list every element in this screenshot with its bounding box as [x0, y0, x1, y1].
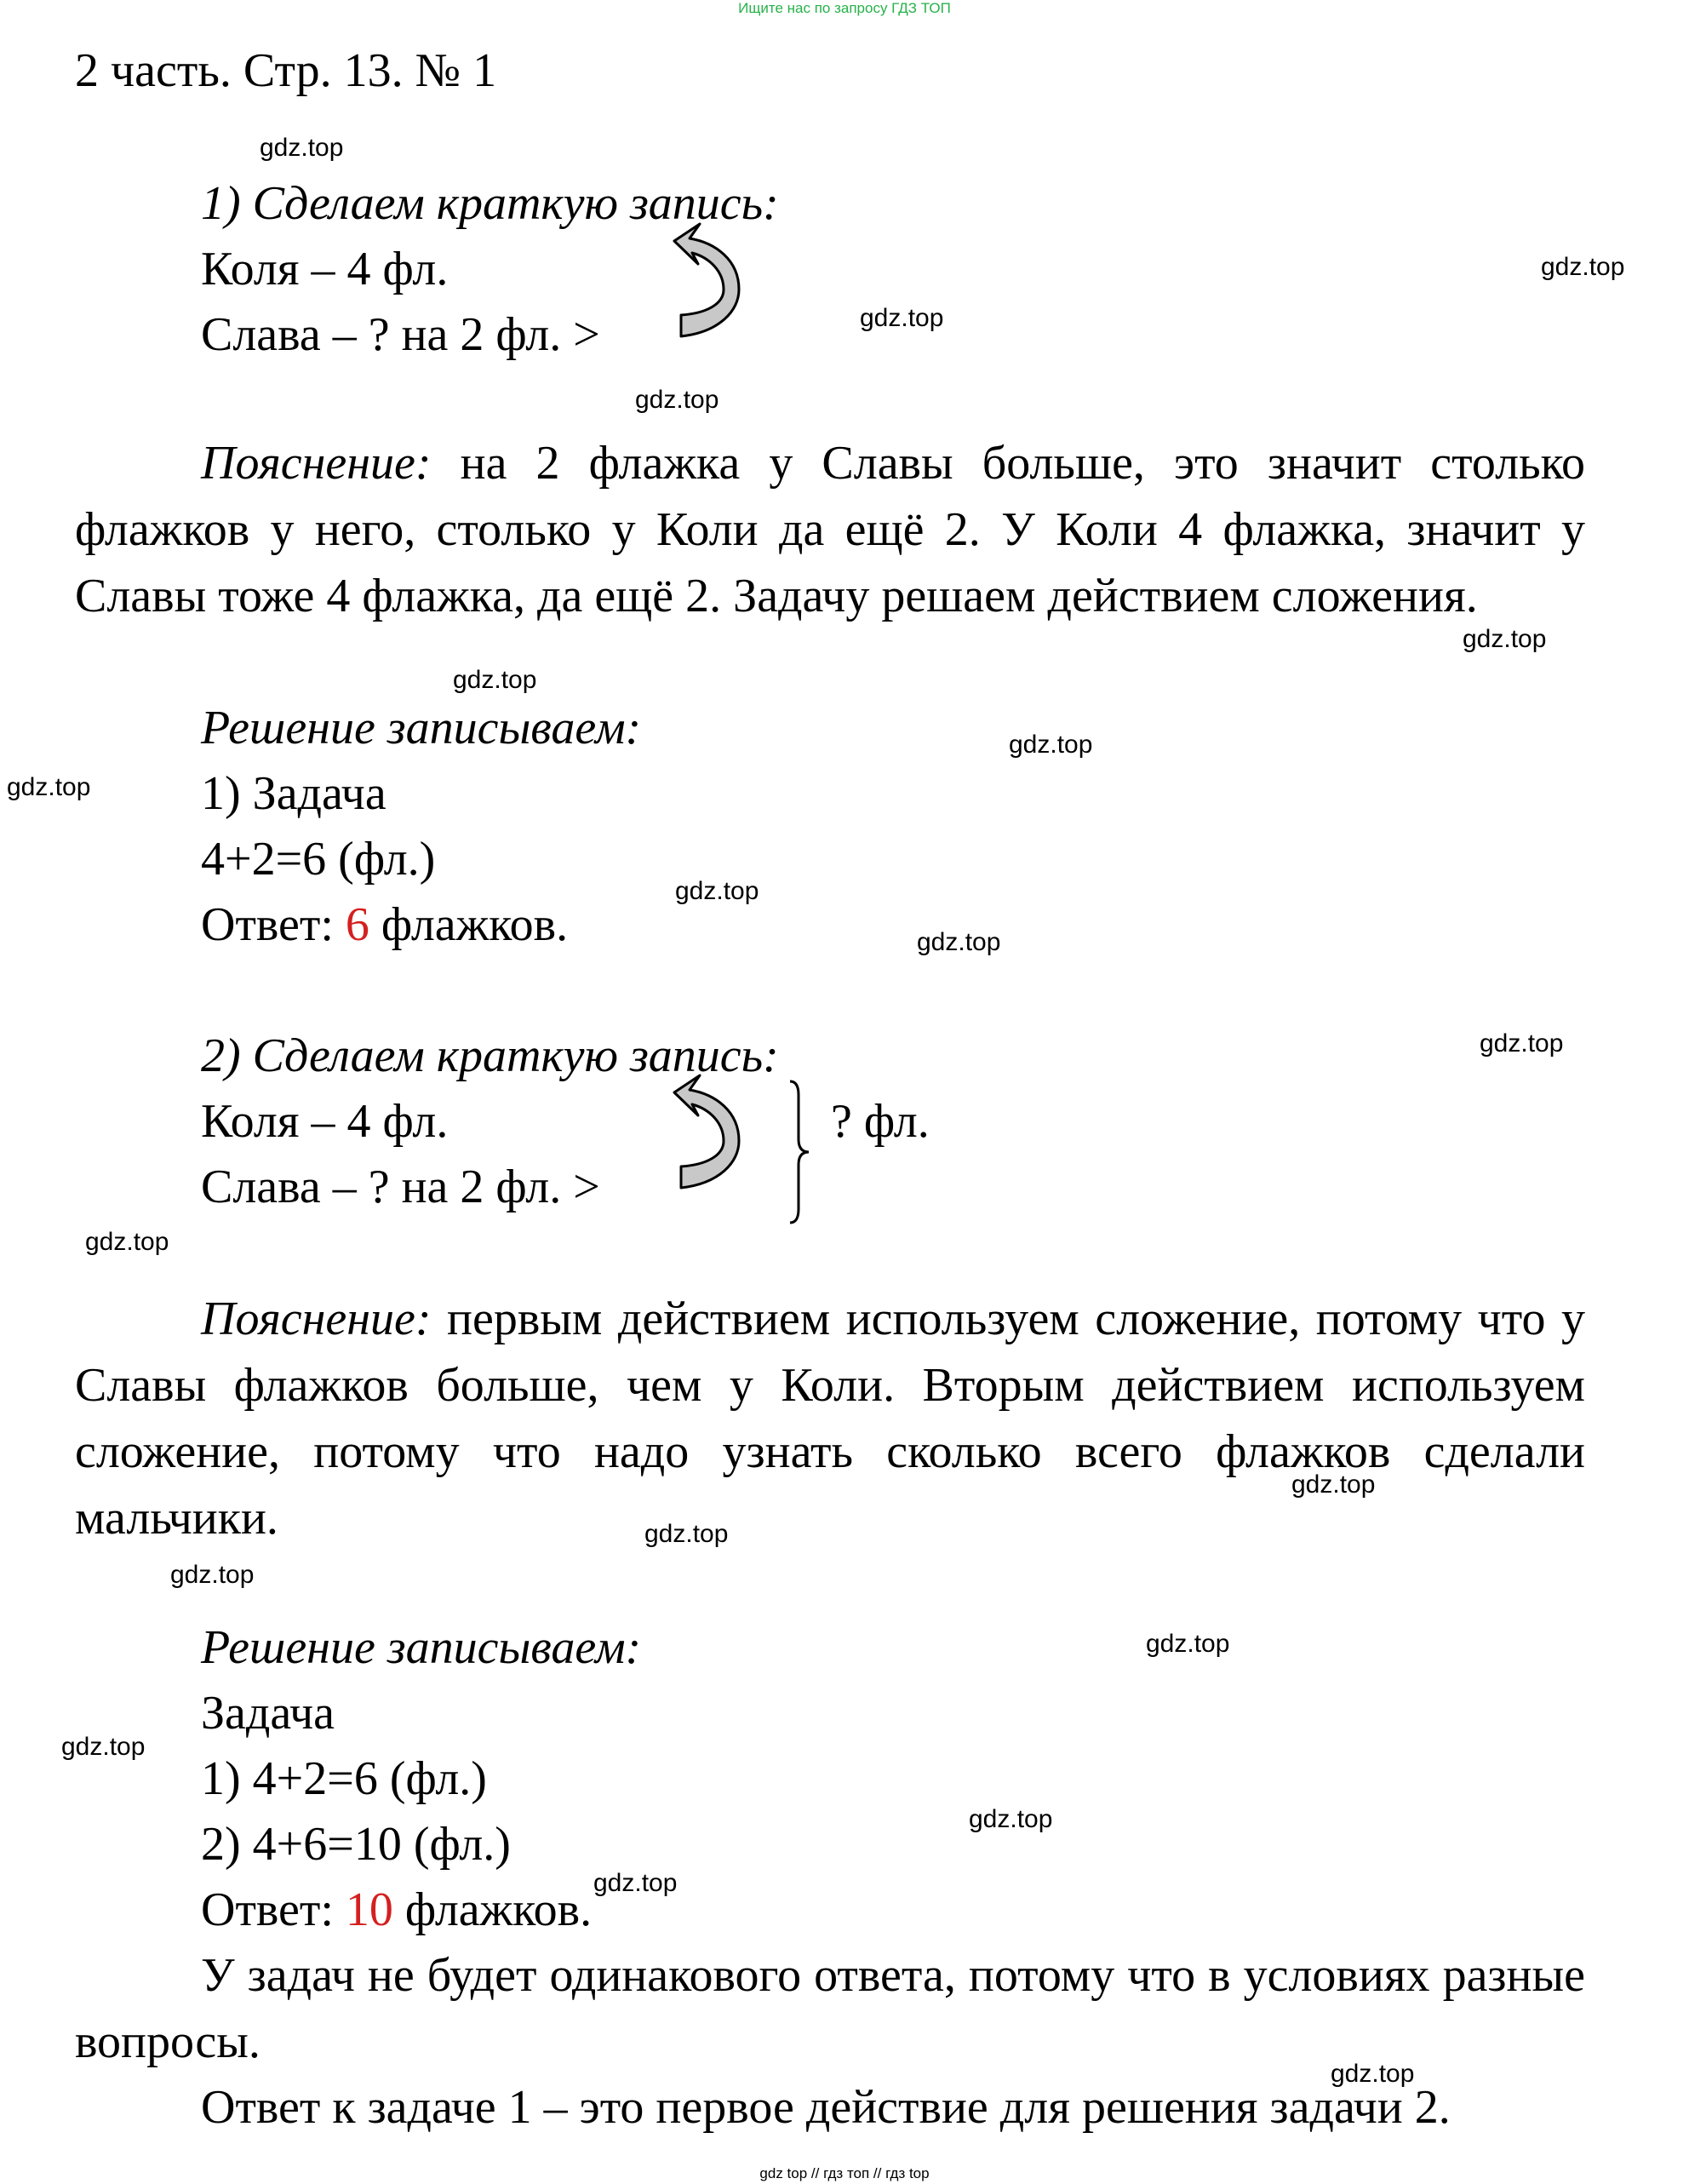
- watermark: gdz.top: [860, 304, 944, 332]
- part1-explanation: [75, 430, 1585, 629]
- watermark: gdz.top: [917, 928, 1001, 956]
- part1-row-slava: Слава – ? на 2 фл. >: [201, 308, 600, 361]
- part1-answer: [201, 891, 568, 958]
- watermark: gdz.top: [593, 1869, 678, 1897]
- watermark: gdz.top: [1480, 1029, 1564, 1058]
- answer-suffix: флажков.: [369, 898, 569, 951]
- explanation-text: первым действием используем сложение, потому что у Славы флажков больше, чем у Коли. Вторым действием используем сложение, потому что надо узнать сколько всего флажков сделали мальчики.: [75, 1293, 1585, 1545]
- answer-value: 10: [345, 1883, 393, 1936]
- watermark: gdz.top: [260, 134, 344, 162]
- part2-explanation: [75, 1286, 1585, 1551]
- part2-row-slava: Слава – ? на 2 фл. >: [201, 1161, 600, 1213]
- watermark: gdz.top: [7, 773, 91, 801]
- watermark: gdz.top: [1291, 1470, 1376, 1499]
- part1-task-label: 1) Задача: [201, 767, 386, 820]
- part2-row-kolya: Коля – 4 фл.: [201, 1095, 449, 1148]
- page-header: 2 часть. Стр. 13. № 1: [75, 44, 497, 97]
- watermark: gdz.top: [170, 1561, 255, 1589]
- watermark: gdz.top: [635, 386, 719, 414]
- watermark: gdz.top: [1331, 2060, 1415, 2088]
- watermark: gdz.top: [453, 666, 537, 694]
- part2-step2: 2) 4+6=10 (фл.): [201, 1818, 511, 1871]
- part2-step1: 1) 4+2=6 (фл.): [201, 1752, 487, 1805]
- part2-final-note: Ответ к задаче 1 – это первое действие для решения задачи 2.: [201, 2081, 1451, 2134]
- watermark: gdz.top: [1009, 731, 1093, 759]
- answer-prefix: Ответ:: [201, 1883, 346, 1936]
- curved-arrow-icon: [664, 1069, 758, 1213]
- part1-row-kolya: Коля – 4 фл.: [201, 243, 449, 295]
- part1-calc: 4+2=6 (фл.): [201, 833, 436, 886]
- part2-answer: [201, 1877, 592, 1943]
- answer-value: 6: [345, 898, 369, 951]
- part1-heading: 1) Сделаем краткую запись:: [201, 177, 779, 230]
- part2-task-label: Задача: [201, 1687, 335, 1740]
- part2-heading: 2) Сделаем краткую запись:: [201, 1029, 779, 1082]
- watermark: gdz.top: [85, 1228, 169, 1256]
- top-banner: Ищите нас по запросу ГДЗ ТОП: [738, 0, 951, 16]
- brace-label: ? фл.: [831, 1095, 930, 1148]
- explanation-label: Пояснение:: [201, 1293, 432, 1345]
- explanation-text: на 2 флажка у Славы больше, это значит столько флажков у него, столько у Коли да ещё 2. У Коли 4 флажка, значит у Славы тоже 4 флажка, да ещё 2. Задачу решаем действием сложения.: [75, 437, 1585, 622]
- watermark: gdz.top: [1541, 253, 1625, 281]
- right-brace-icon: [775, 1080, 817, 1224]
- curved-arrow-icon: [664, 217, 758, 362]
- watermark: gdz.top: [1463, 625, 1547, 653]
- answer-prefix: Ответ:: [201, 898, 346, 951]
- watermark: gdz.top: [675, 877, 759, 905]
- watermark: gdz.top: [644, 1520, 729, 1548]
- watermark: gdz.top: [1146, 1630, 1230, 1658]
- watermark: gdz.top: [61, 1733, 146, 1761]
- part1-solution-heading: Решение записываем:: [201, 702, 642, 754]
- part2-solution-heading: Решение записываем:: [201, 1621, 642, 1674]
- footer: gdz top // гдз топ // гдз top: [759, 2165, 930, 2181]
- part2-conclusion: У задач не будет одинакового ответа, потому что в условиях разные вопросы.: [75, 1949, 1585, 2068]
- watermark: gdz.top: [969, 1805, 1053, 1833]
- answer-suffix: флажков.: [392, 1883, 593, 1936]
- explanation-label: Пояснение:: [201, 437, 432, 490]
